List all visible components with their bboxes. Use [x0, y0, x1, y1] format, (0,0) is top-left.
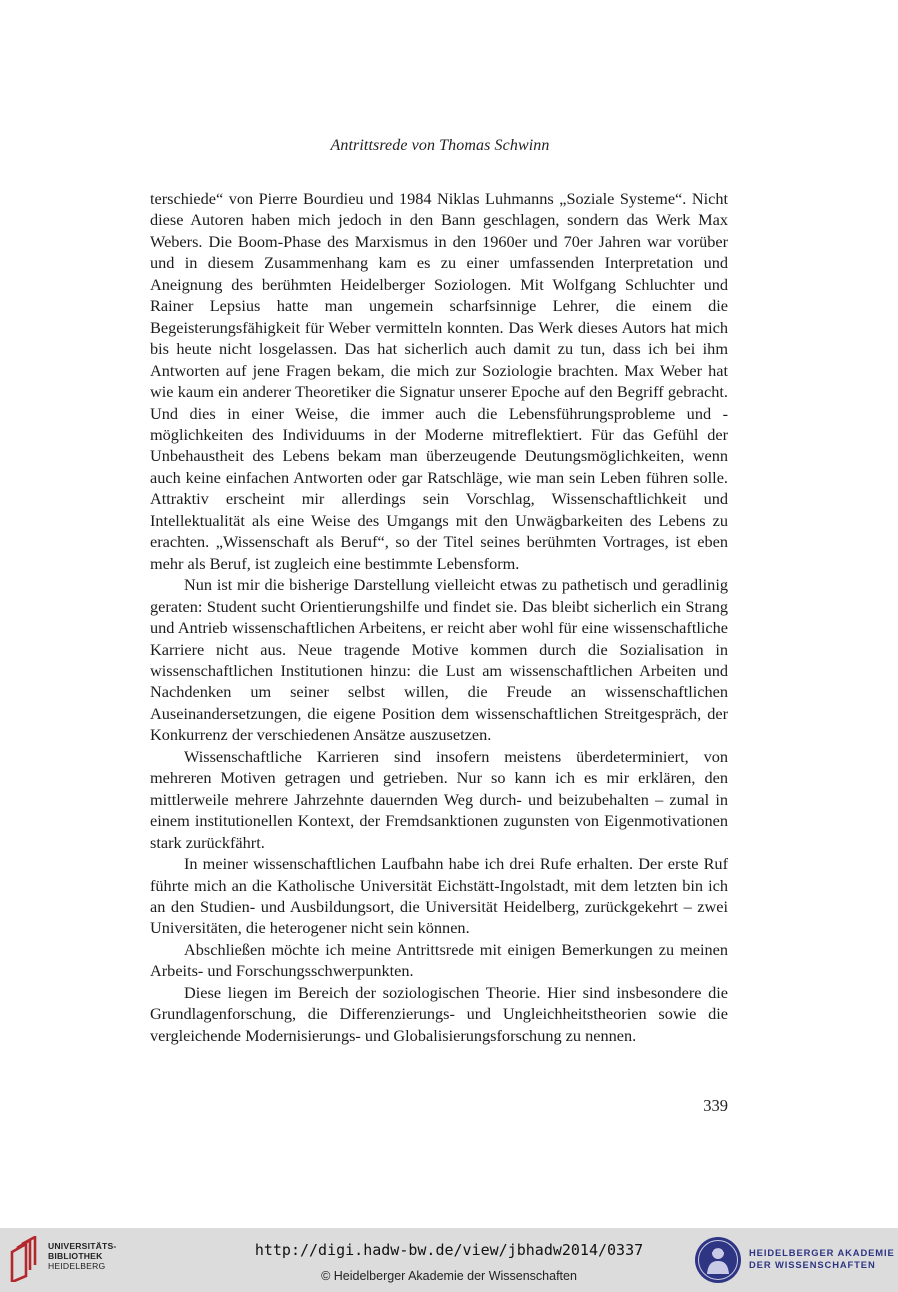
- academy-seal-icon[interactable]: [694, 1236, 742, 1284]
- academy-logo-line: HEIDELBERGER AKADEMIE: [749, 1247, 895, 1258]
- academy-logo-line: DER WISSENSCHAFTEN: [749, 1259, 876, 1270]
- paragraph: Abschließen möchte ich meine Antrittsrede mit einigen Bemerkungen zu meinen Arbeits- und Forschungsschwerpunkten.: [150, 939, 728, 981]
- permalink-url[interactable]: http://digi.hadw-bw.de/view/jbhadw2014/0337: [254, 1241, 644, 1259]
- paragraph: terschiede“ von Pierre Bourdieu und 1984 Niklas Luhmanns „Soziale Systeme“. Nicht diese Autoren haben mich jedoch in den Bann geschlagen, sondern das Werk Max Webers. Die Boom-Phase des Marxismus in den 1960er und 70er Jahren war vorüber und in diesem Zusammenhang kam es zu einer umfassenden Interpretation und Aneignung des berühmten Heidelberger Soziologen. Mit Wolfgang Schluchter und Rainer Lepsius hatte man ungemein scharfsinnige Lehrer, die einem die Begeisterungsfähigkeit für Weber vermitteln konnten. Das Werk dieses Autors hat mich bis heute nicht losgelassen. Das hat sicherlich auch damit zu tun, dass ich bei ihm Antworten auf jene Fragen bekam, die mich zur Soziologie brachten. Max Weber hat wie kaum ein anderer Theoretiker die Signatur unserer Epoche auf den Begriff gebracht. Und dies in einer Weise, die immer auch die Lebensführungsprobleme und -möglichkeiten des Individuums in der Moderne mitreflektiert. Für das Gefühl der Unbehaustheit des Lebens bekam man überzeugende Deutungsmöglichkeiten, wenn auch keine einfachen Antworten oder gar Ratschläge, wie man sein Leben führen solle. Attraktiv erscheint mir allerdings sein Vorschlag, Wissenschaftlichkeit und Intellektualität als eine Weise des Umgangs mit den Unwägbarkeiten des Lebens zu erachten. „Wissenschaft als Beruf“, so der Titel seines berühmten Vortrages, ist eben mehr als Beruf, ist zugleich eine bestimmte Lebensform.: [150, 189, 728, 573]
- academy-logo-text[interactable]: [749, 1247, 895, 1271]
- page-number: 339: [703, 1096, 728, 1115]
- library-logo-line: HEIDELBERG: [48, 1261, 106, 1271]
- paragraph: Nun ist mir die bisherige Darstellung vielleicht etwas zu pathetisch und geradlinig geraten: Student sucht Orientierungshilfe und findet sie. Das bleibt sicherlich ein Strang und Antrieb wissenschaftlichen Arbeitens, er reicht aber wohl für eine wissenschaftliche Karriere nicht aus. Neue tragende Motive kommen durch die Sozialisation in wissenschaftlichen Institutionen hinzu: die Lust am wissenschaftlichen Arbeiten und Nachdenken um seiner selbst willen, die Freude an wissenschaftlichen Auseinandersetzungen, die eigene Position dem wissenschaftlichen Streitgespräch, der Konkurrenz der verschiedenen Ansätze auszusetzen.: [150, 575, 728, 745]
- paragraph: In meiner wissenschaftlichen Laufbahn habe ich drei Rufe erhalten. Der erste Ruf führte mich an die Katholische Universität Eichstätt-Ingolstadt, mit dem letzten bin ich an den Studien- und Ausbildungsort, die Universität Heidelberg, zurückgekehrt – zwei Universitäten, die heterogener nicht sein können.: [150, 854, 728, 938]
- paragraph: Diese liegen im Bereich der soziologischen Theorie. Hier sind insbesondere die Grundlagenforschung, die Differenzierungs- und Ungleichheitstheorien sowie die vergleichende Modernisierungs- und Globalisierungsforschung zu nennen.: [150, 982, 728, 1045]
- copyright-notice: © Heidelberger Akademie der Wissenschaften: [321, 1269, 577, 1283]
- paragraph: Wissenschaftliche Karrieren sind insofern meistens überdeterminiert, von mehreren Motiven getragen und getrieben. Nur so kann ich es mir erklären, den mittlerweile mehrere Jahrzehnte dauernden Weg durch- und beizubehalten – zumal in einem institutionellen Kontext, der Fremdsanktionen zugunsten von Eigenmotivationen stark zurückfährt.: [150, 746, 728, 852]
- library-logo-line: UNIVERSITÄTS-: [48, 1241, 117, 1251]
- footer-bar: [0, 1228, 898, 1292]
- running-head: Antrittsrede von Thomas Schwinn: [330, 137, 550, 154]
- library-logo-line: BIBLIOTHEK: [48, 1251, 103, 1261]
- body-text: [150, 188, 728, 1046]
